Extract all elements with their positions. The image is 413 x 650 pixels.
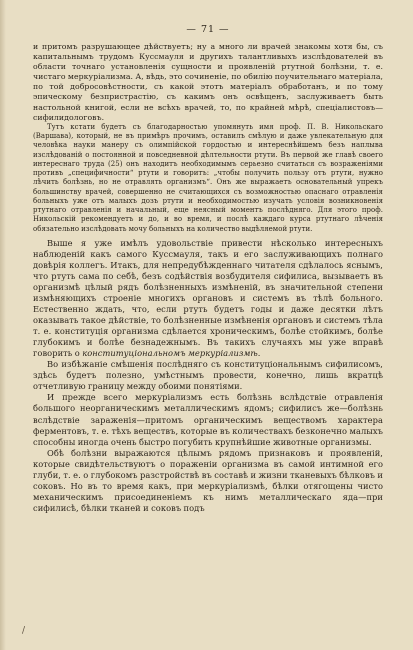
paragraph-5: И прежде всего меркуріализмъ есть болѣзнь вслѣдствіе отравленія большого неорганическимъ металлическимъ ядомъ; сифилисъ же—болѣзнь вслѣдствіе зараженія—притомъ органическимъ веществомъ характера ферментовъ, т. е. тѣхъ веществъ, которые въ количествахъ безконечно малыхъ способны иногда очень быстро погубить крупнѣйшие животные организмы. [33,392,383,447]
page-edge-shadow [0,0,6,650]
paragraph-2: Тутъ кстати будетъ съ благодарностью упомянуть имя проф. П. В. Никольскаго (Варшава), который, не въ примѣръ прочимъ, оставилъ смѣлую и даже увлекательную для человѣка науки манеру съ олимпійской гордостью и интереснѣйшемъ безъ наплыва изслѣдованій о постоянной и повседневной дѣлтельности ртути. Въ первой же главѣ своего интереснаго труда (25) онъ находитъ необходимымъ серьезно считаться съ возраженіями противъ „специфичности“ ртути и говоритъ: „чтобы получить пользу отъ ртути, нужно лѣчить болѣзнь, но не отравлять организмъ“. Онъ же выражаетъ основательный упрекъ большинству врачей, совершенно не считающихся съ возможностью опаснаго отравленія больныхъ уже отъ малыхъ дозъ ртути и необходимостью изучать условія возникновенія ртутнаго отравленія и начальный, еще неясный моментъ послѣдняго. Для этого проф. Никольскій рекомендуетъ и до, и во время, и послѣ каждаго курса ртутнаго лѣченія обязательно изслѣдовать мочу больныхъ на количество выдѣляемой ртути. [33,122,383,233]
paragraph-3 [33,238,383,360]
paragraph-1: и притомъ разрушающее дѣйствуетъ; ну а много ли врачей знакомы хотя бы, съ капитальнымъ трудомъ Куссмауля и другихъ талантливыхъ изслѣдователей въ области точнаго установленія сущности и проявленій ртутной болѣзни, т. е. чистаго меркуріализма. А, вѣдь, это сочиненіе, по обилію поучительнаго матеріала, по той добросовѣстности, съ какой этотъ матеріалъ обработанъ, и по тому эпическому безпристрастію, съ какимъ онъ освѣщенъ, заслуживаетъ быть настольной книгой, если не всѣхъ врачей, то, по крайней мѣрѣ, спеціалистовъ—сифилидологовъ. [33,42,383,122]
page-number: — 71 — [186,24,230,35]
paragraph-3-text: Выше я уже имѣлъ удовольствіе привести нѣсколько интересныхъ наблюденій какъ самого Куссмауля, такъ и его заслуживающихъ полнаго довѣрія коллегъ. Итакъ, для непредубѣжденнаго читателя сдѣлалось яснымъ, что ртуть сама по себѣ, безъ содѣйствія возбудителя сифилиса, вызываетъ въ организмѣ цѣлый рядъ болѣзненныхъ измѣненій, въ значительной степени измѣняющихъ строеніе многихъ органовъ и системъ въ тѣлѣ больного. Естественно ждать, что, если ртуть будетъ годы и даже десятки лѣтъ оказывать такое дѣйствіе, то болѣзненные измѣненія органовъ и системъ тѣла т. е. конституція организма сдѣлается хроническимъ, болѣе стойкимъ, болѣе глубокимъ и болѣе безнадежнымъ. Въ такихъ случаяхъ мы уже вправѣ говорить о [33,237,383,359]
paragraph-4: Во избѣжаніе смѣшенія послѣдняго съ конституціональнымъ сифилисомъ, здѣсь будетъ полезно, умѣстнымъ провести, конечно, лишь вкратцѣ отчетливую границу между обоими понятіями. [33,359,383,392]
paragraph-6: Обѣ болѣзни выражаются цѣлымъ рядомъ признаковъ и проявленій, которые свидѣтельствуютъ о пораженіи организма въ самой интимной его глуби, т. е. о глубокомъ разстройствѣ въ составѣ и жизни тканевыхъ бѣлковъ и соковъ. Но въ то время какъ, при меркуріализмѣ, бѣлки отягощены чисто механическимъ присоединеніемъ къ нимъ металлическаго яда—при сифилисѣ, бѣлки тканей и соковъ подъ [33,447,383,513]
margin-mark: / [22,626,26,636]
paragraph-3-emphasis: конституціональномъ меркуріализмѣ. [82,348,261,359]
